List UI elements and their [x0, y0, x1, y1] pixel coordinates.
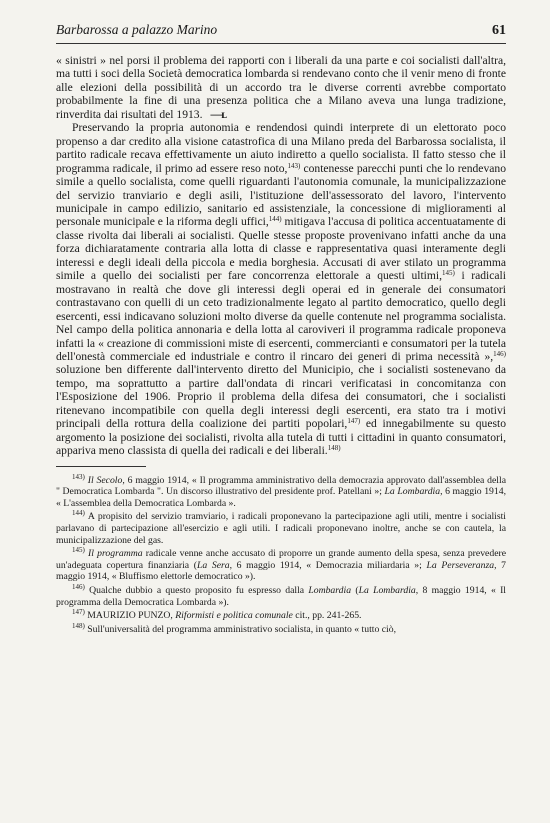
text-run: Sull'universalità del programma amministrativo socialista, in quanto « tutto ciò,	[84, 623, 396, 635]
text-run: soluzione ben differente dall'intervento diretto del Municipio, che i socialisti sostenevano da tempo, ma soprattutto a partire dall'ondata di rincari verificatasi in concomitanza con l'Esposizione del 1906. Proprio il problema della difesa dei consumatori, che i socialisti ritenevano incompatibile con quella degli interessi degli esercenti, era stato tra i motivi principali della rottura della coalizione dei partiti popolari,	[56, 363, 506, 431]
footnote-ref: 147)	[347, 417, 361, 426]
text-run: Preservando la propria autonomia e rendendosi quindi interprete di un elettorato poco propenso a dar credito alla visione catastrofica di una Milano preda del Barbarossa socialista, il partito radicale recava effettivamente un aiuto indiretto a quello socialista. Il fatto stesso che il programma radicale, il primo ad essere reso noto,	[56, 121, 506, 175]
text-run: Qualche dubbio a questo proposito fu espresso dalla	[84, 584, 309, 596]
footnote-ref: 144)	[72, 509, 85, 518]
italic-title: Il programma	[88, 548, 143, 560]
text-run: A propisito del servizio tramviario, i radicali proponevano la partecipazione agli utili, mentre i socialisti parlavano di partecipazione all'esercizio e agli utili. I radicali proponevano inoltre, anche se con cautela, la municipalizzazione del gas.	[56, 511, 506, 546]
page-header	[56, 22, 506, 44]
footnote	[56, 582, 507, 608]
text-run: radicale venne anche accusato di proporre un grande aumento della spesa, senza prevedere un'adeguata copertura finanziaria (	[56, 548, 507, 571]
text-run: i radicali mostravano in realtà che dove gli interessi degli operai ed in generale dei consumatori contrastavano con quelli di un ceto tradizionalmente legato al partito democratico, quello degli esercenti, essi indicavano soluzioni molto diverse da quelle contenute nel programma socialista. Nel campo della politica annonaria e della lotta al caroviveri il programma radicale proponeva infatti la « creazione di commissioni miste di esercenti, commercianti e consumatori per la tutela dell'onestà commerciale ed industriale e contro il rincaro dei generi di prima necessità »,	[56, 269, 506, 363]
text-run: (	[351, 584, 359, 596]
footnote-ref: 145)	[442, 269, 455, 278]
footnote	[56, 548, 506, 583]
italic-title: La Sera	[196, 559, 230, 571]
footnote-ref: 146)	[72, 582, 85, 591]
italic-title: La Lombardia	[358, 584, 416, 596]
italic-title: Lombardia	[308, 584, 352, 596]
text-run: mitigava l'accusa di politica accentuatamente di classe rivolta dai liberali ai socialisti. Quelle stesse proposte provenivano infatti anche da una forza dichiaratamente contraria alla lotta di classe e rappresentativa quasi interamente degli interessi e degli ideali della piccola e media borghesia. Accusati di aver stilato un programma simile a quello dei socialisti per fare concorrenza elettorale a questi ultimi,	[56, 215, 506, 283]
text-run: MAURIZIO PUNZO,	[84, 610, 176, 622]
italic-title: Riformisti e politica comunale	[175, 610, 293, 622]
footnotes	[56, 472, 507, 636]
footnote-ref: 148)	[327, 444, 341, 453]
editorial-mark: —ʟ	[210, 107, 226, 121]
footnote-ref: 143)	[72, 472, 85, 481]
footnote-ref: 147)	[72, 608, 85, 617]
footnote-ref: 144)	[268, 215, 282, 224]
text-run: « sinistri » nel porsi il problema dei rapporti con i liberali da una parte e coi socialisti dall'altra, ma tutti i soci della Società democratica lombarda si rendevano conto che il venir meno di fronte alle elezioni della possibilità di un accordo tra le diverse correnti avrebbe comportato probabilmente la fine di una presenza politica che a Milano aveva una lunga tradizione, rinverdita dai risultati del 1913.	[56, 54, 506, 121]
text-run: , 7 maggio 1914, « Bluffismo elettorle democratico »).	[56, 559, 506, 583]
footnote-ref: 143)	[287, 161, 301, 170]
text-run: contenesse parecchi punti che lo rendevano simile a quello socialista, come quelli riguardanti l'autonomia comunale, la municipalizzazione del servizio tranviario e degli asili, l'istituzione dell'assessorato del lavoro, l'intervento municipale in campo edilizio, sanitario ed assistenziale, la concessione di miglioramenti al personale municipale e la riforma degli uffici,	[56, 161, 506, 229]
footnote	[56, 472, 507, 510]
text-run: , 6 maggio 1914, « L'assemblea della Democratica Lombarda ».	[56, 486, 507, 509]
text-run: , 6 maggio 1914, « Il programma amministrativo della democrazia approvato dall'assemblea della " Democratica Lombarda ". Un discorso illustrativo del presidente prof. Patellani »;	[56, 474, 506, 498]
body-text	[56, 54, 506, 458]
text-run: ed innegabilmente su questo argomento la posizione dei socialisti, rivolta alla tutela di tutti i cittadini in quanto consumatori, appariva meno classista di quella dei radicali e dei liberali.	[56, 417, 506, 458]
body-paragraph	[56, 121, 506, 457]
footnote-separator	[56, 466, 146, 467]
text-run: , 6 maggio 1914, « Democrazia miliardaria »;	[229, 559, 427, 571]
text-run: cit., pp. 241-265.	[292, 610, 362, 622]
text-run: , 8 maggio 1914, « Il programma della Democratica Lombarda »).	[56, 584, 507, 608]
footnote	[56, 511, 506, 546]
page-number: 61	[492, 23, 506, 38]
running-title: Barbarossa a palazzo Marino	[56, 22, 218, 37]
footnote-ref: 148)	[72, 621, 85, 630]
italic-title: La Lombardia	[384, 486, 441, 498]
footnote	[56, 621, 506, 636]
italic-title: La Perseveranza	[426, 559, 495, 571]
italic-title: Il Secolo	[87, 474, 123, 486]
footnote	[56, 610, 506, 622]
footnote-ref: 145)	[72, 546, 85, 555]
footnote-ref: 146)	[493, 349, 506, 358]
body-paragraph	[56, 54, 506, 121]
